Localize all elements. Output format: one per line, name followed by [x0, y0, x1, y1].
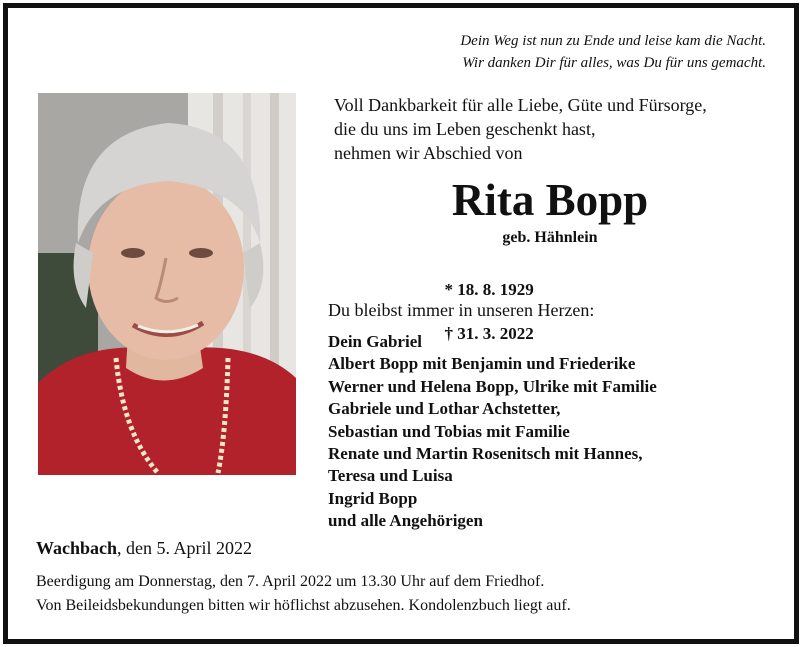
- mourner: Teresa und Luisa: [328, 466, 453, 486]
- mourner: Gabriele und Lothar Achstetter,: [328, 399, 561, 419]
- mourner: Renate und Martin Rosenitsch mit Hannes,: [328, 444, 643, 464]
- motto-line: Dein Weg ist nun zu Ende und leise kam die Nacht.: [460, 33, 766, 49]
- mourner: Ingrid Bopp: [328, 488, 418, 508]
- mourner: und alle Angehörigen: [328, 511, 483, 531]
- deceased-name: Rita Bopp: [451, 175, 649, 225]
- intro-line: die du uns im Leben geschenkt hast,: [334, 119, 596, 139]
- mourner: Werner und Helena Bopp, Ulrike mit Familie: [328, 376, 657, 396]
- mourner: Dein Gabriel: [328, 332, 422, 351]
- mourners-list: [328, 331, 657, 533]
- intro-line: nehmen wir Abschied von: [334, 143, 523, 163]
- intro-text: [334, 93, 707, 165]
- funeral-info: [36, 570, 571, 618]
- portrait-illustration: [38, 93, 296, 475]
- birth-date: * 18. 8. 1929: [444, 280, 534, 299]
- condolence-line: Von Beileidsbekundungen bitten wir höflichst abzusehen. Kondolenzbuch liegt auf.: [36, 597, 571, 614]
- place-town: Wachbach: [36, 538, 118, 558]
- mourner: Sebastian und Tobias mit Familie: [328, 421, 570, 441]
- portrait-photo: [38, 93, 296, 475]
- funeral-line: Beerdigung am Donnerstag, den 7. April 2022 um 13.30 Uhr auf dem Friedhof.: [36, 573, 545, 590]
- death-date: † 31. 3. 2022: [444, 324, 534, 343]
- mourner: Albert Bopp mit Benjamin und Friederike: [328, 354, 636, 374]
- maiden-name: geb. Hähnlein: [502, 229, 598, 246]
- heart-line: Du bleibst immer in unseren Herzen:: [328, 300, 595, 320]
- motto: [460, 30, 766, 74]
- place-date-text: , den 5. April 2022: [117, 538, 253, 558]
- place-date: [36, 536, 252, 560]
- intro-line: Voll Dankbarkeit für alle Liebe, Güte und Fürsorge,: [334, 95, 707, 115]
- motto-line: Wir danken Dir für alles, was Du für uns gemacht.: [462, 55, 766, 71]
